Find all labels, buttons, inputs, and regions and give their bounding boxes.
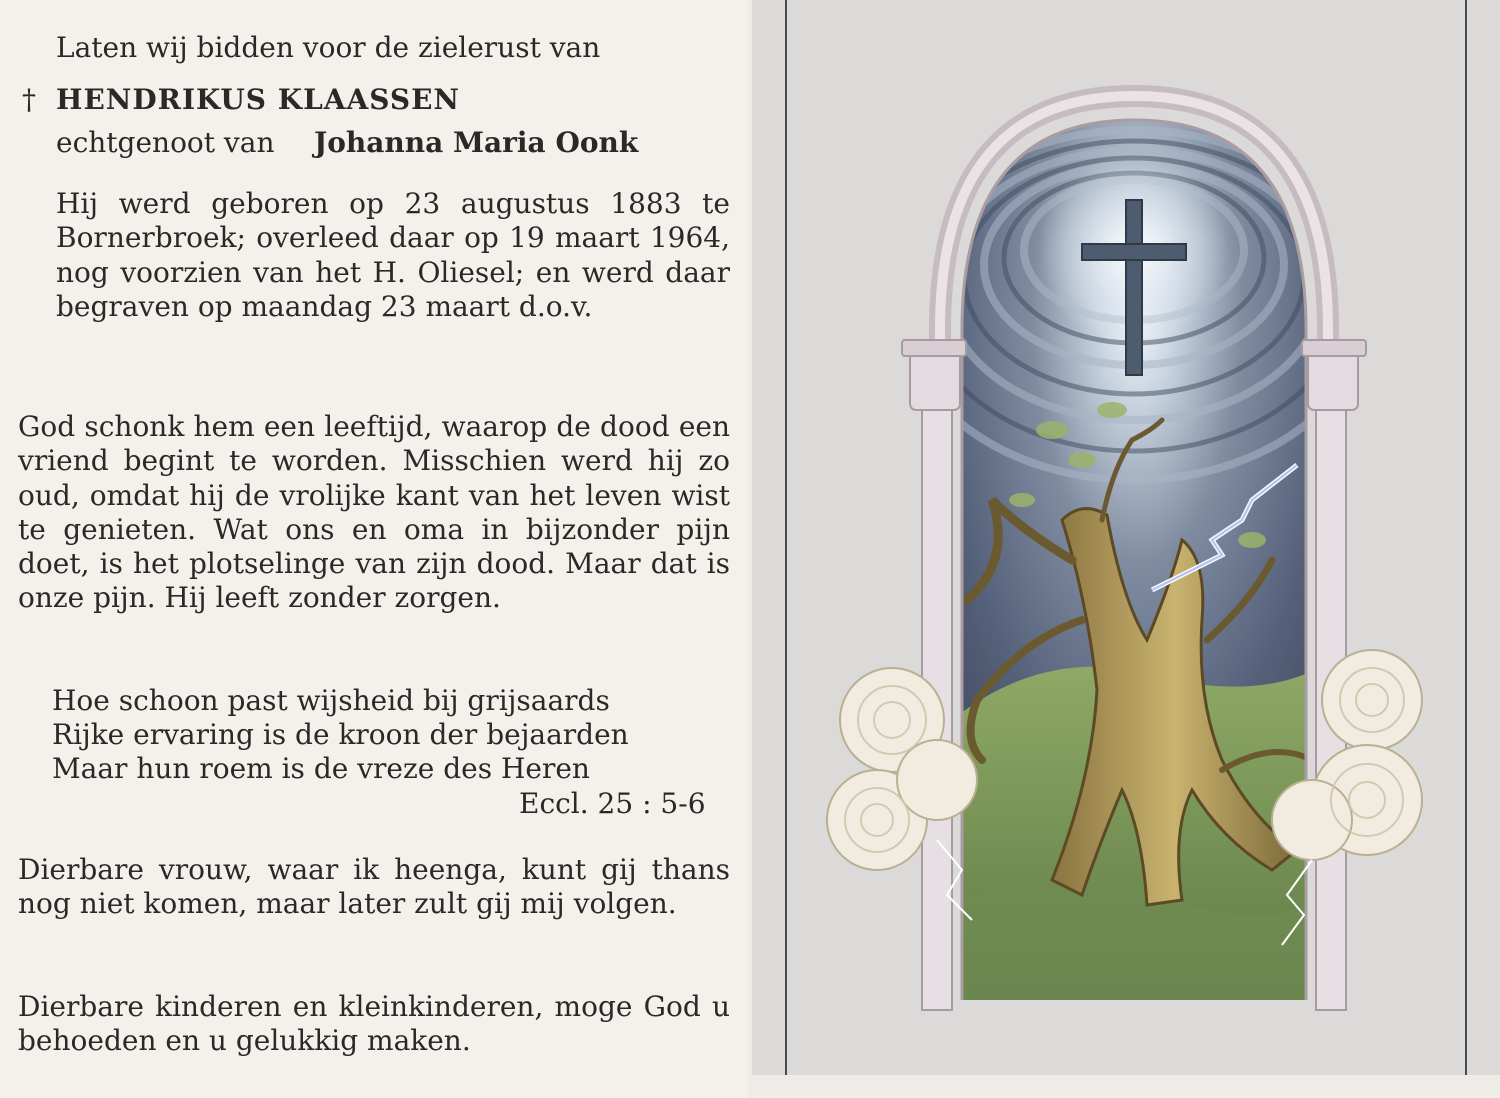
deceased-name: HENDRIKUS KLAASSEN [56, 83, 460, 116]
verse-line-1: Hoe schoon past wijsheid bij grijsaards [52, 684, 610, 717]
devotional-illustration [752, 0, 1500, 1098]
farewell-children-paragraph: Dierbare kinderen en kleinkinderen, moge God u behoeden en u gelukkig maken. [18, 990, 730, 1058]
verse-reference: Eccl. 25 : 5-6 [519, 787, 706, 820]
verse-line-2: Rijke ervaring is de kroon der bejaarden [52, 718, 629, 751]
biography-paragraph: Hij werd geboren op 23 augustus 1883 te Bornerbroek; overleed daar op 19 maart 1964, nog voorzien van het H. Oliesel; en werd daar begraven op maandag 23 maart d.o.v. [56, 187, 730, 323]
memorial-text-panel [0, 0, 748, 1098]
illustration-svg [752, 0, 1500, 1098]
spouse-name: Johanna Maria Oonk [314, 126, 639, 159]
spouse-prefix: echtgenoot van [56, 126, 275, 159]
verse-line-3: Maar hun roem is de vreze des Heren [52, 752, 590, 785]
cross-symbol: † [22, 83, 36, 116]
farewell-wife-paragraph: Dierbare vrouw, waar ik heenga, kunt gij thans nog niet komen, maar later zult gij mij volgen. [18, 853, 730, 921]
intro-line: Laten wij bidden voor de zielerust van [56, 31, 601, 64]
tribute-paragraph: God schonk hem een leeftijd, waarop de dood een vriend begint te worden. Misschien werd hij zo oud, omdat hij de vrolijke kant van het leven wist te genieten. Wat ons en oma in bijzonder pijn doet, is het plotselinge van zijn dood. Maar dat is onze pijn. Hij leeft zonder zorgen. [18, 410, 730, 615]
